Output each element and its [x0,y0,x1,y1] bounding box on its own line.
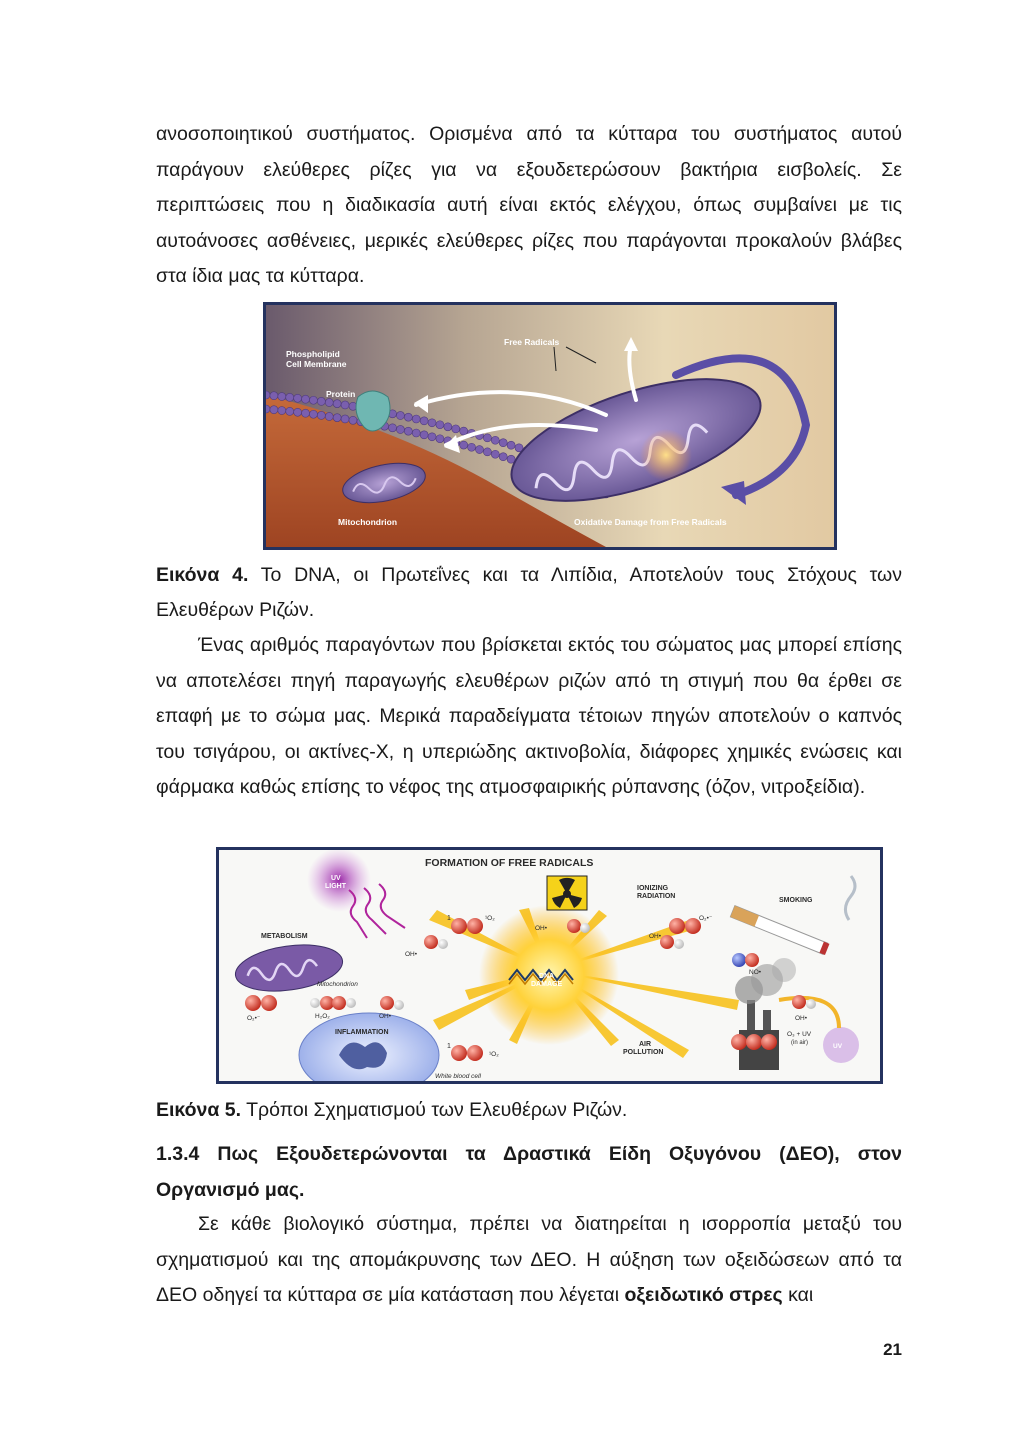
paragraph-immune-system: ανοσοποιητικού συστήματος. Ορισμένα από τα κύτταρα του συστήματος αυτού παράγουν ελεύθερες ρίζες για να εξουδετερώσουν βακτήρια εισβολείς. Σε περιπτώσεις που η διαδικασία αυτή είναι εκτός ελέγχου, όπως συμβαίνει με τις αυτοάνοσες ασθένειες, μερικές ελεύθερες ρίζες που παράγονται προκαλούν βλάβες στα ίδια μας τα κύτταρα. [156,123,902,287]
figure-5-no: NO• [749,969,762,976]
figure-5-o3-uv: O₃ + UV [787,1031,812,1038]
figure-5-mitochondrion: Mitochondrion [317,981,358,988]
figure-5-ionizing-l1: IONIZING [637,885,669,892]
figure-4-label-mitochondrion: Mitochondrion [338,517,398,527]
figure-5-caption-text: Τρόποι Σχηματισμού των Ελευθέρων Ριζών. [241,1099,628,1121]
page-number: 21 [883,1340,902,1359]
figure-5-in-air: (in air) [791,1040,809,1046]
figure-5-metabolism: METABOLISM [261,933,308,940]
figure-5-ionizing-l2: RADIATION [637,893,676,900]
figure-5-oh-a: OH• [405,951,418,958]
figure-5-oh-d: OH• [379,1013,392,1020]
figure-4-label-membrane-l1: Phospholipid [286,349,340,359]
figure-5-caption [156,1093,902,1128]
figure-5-one-o2-a: ¹O₂ [485,915,495,922]
paragraph-balance-start: Σε κάθε βιολογικό σύστημα, πρέπει να διατηρείται η ισορροπία μεταξύ του σχηματισμού και της απομάκρυνσης των ΔΕΟ. Η αύξηση των οξειδώσεων από τα ΔΕΟ οδηγεί τα κύτταρα σε μία κατάσταση που λέγεται [156,1213,902,1306]
figure-4-label-free-radicals: Free Radicals [504,337,560,347]
figure-5-smoking: SMOKING [779,897,813,904]
figure-5-one-o2-b: ¹O₂ [489,1051,499,1058]
figure-5-oh-e: OH• [795,1015,808,1022]
figure-5-oh-c: OH• [649,933,662,940]
figure-4-label-membrane-l2: Cell Membrane [286,359,347,369]
figure-5-oh-b: OH• [535,925,548,932]
figure-5-free-radicals-diagram [216,847,883,1084]
paragraph-balance [156,1207,902,1314]
figure-4-caption [156,558,902,628]
figure-5-air-l1: AIR [639,1041,652,1048]
figure-5-title: FORMATION OF FREE RADICALS [425,857,594,869]
paragraph-balance-end: και [782,1284,814,1306]
oxidative-stress-term: οξειδωτικό στρες [624,1284,783,1306]
figure-4-caption-label: Εικόνα 4. [156,564,249,586]
figure-5-o2-minus-a: O₂•⁻ [699,915,713,922]
figure-4-label-damage: Oxidative Damage from Free Radicals [574,517,727,527]
figure-5-o2-minus-b: O₂•⁻ [247,1015,261,1022]
figure-5-one-a: 1 [447,915,451,922]
paragraph-external-sources: Ένας αριθμός παραγόντων που βρίσκεται εκτός του σώματος μας μπορεί επίσης να αποτελέσει πηγή παραγωγής ελευθέρων ριζών από τη στιγμή που θα έρθει σε επαφή με το σώμα μας. Μερικά παραδείγματα τέτοιων πηγών αποτελούν ο καπνός του τσιγάρου, οι ακτίνες-Χ, η υπεριώδης ακτινοβολία, διάφορες χημικές ενώσεις και φάρμακα καθώς επίσης το νέφος της ατμοσφαιρικής ρύπανσης (όζον, νιτροξείδια). [156,634,902,798]
figure-5-uv-light-l1: UV [331,875,341,882]
figure-5-uv-light-l2: LIGHT [325,883,346,890]
figure-4-cell-membrane-image [263,302,837,550]
figure-4-label-protein: Protein [326,389,356,399]
figure-5-air-l2: POLLUTION [623,1049,664,1056]
section-heading: 1.3.4 Πως Εξουδετερώνονται τα Δραστικά Είδη Οξυγόνου (ΔΕΟ), στον Οργανισμό μας. [156,1143,902,1201]
figure-5-uv: UV [833,1043,843,1050]
figure-5-dna-l2: DAMAGE [531,981,563,988]
figure-5-caption-label: Εικόνα 5. [156,1099,242,1121]
figure-5-inflammation: INFLAMMATION [335,1029,389,1036]
figure-4-caption-text: Το DNA, οι Πρωτεΐνες και τα Λιπίδια, Αποτελούν τους Στόχους των Ελευθέρων Ριζών. [156,564,902,621]
figure-5-one-b: 1 [447,1043,451,1050]
figure-5-white-blood-cell: White blood cell [435,1073,481,1080]
figure-5-h2o2: H₂O₂ [315,1013,330,1020]
figure-5-dna-l1: DNA [539,973,555,980]
